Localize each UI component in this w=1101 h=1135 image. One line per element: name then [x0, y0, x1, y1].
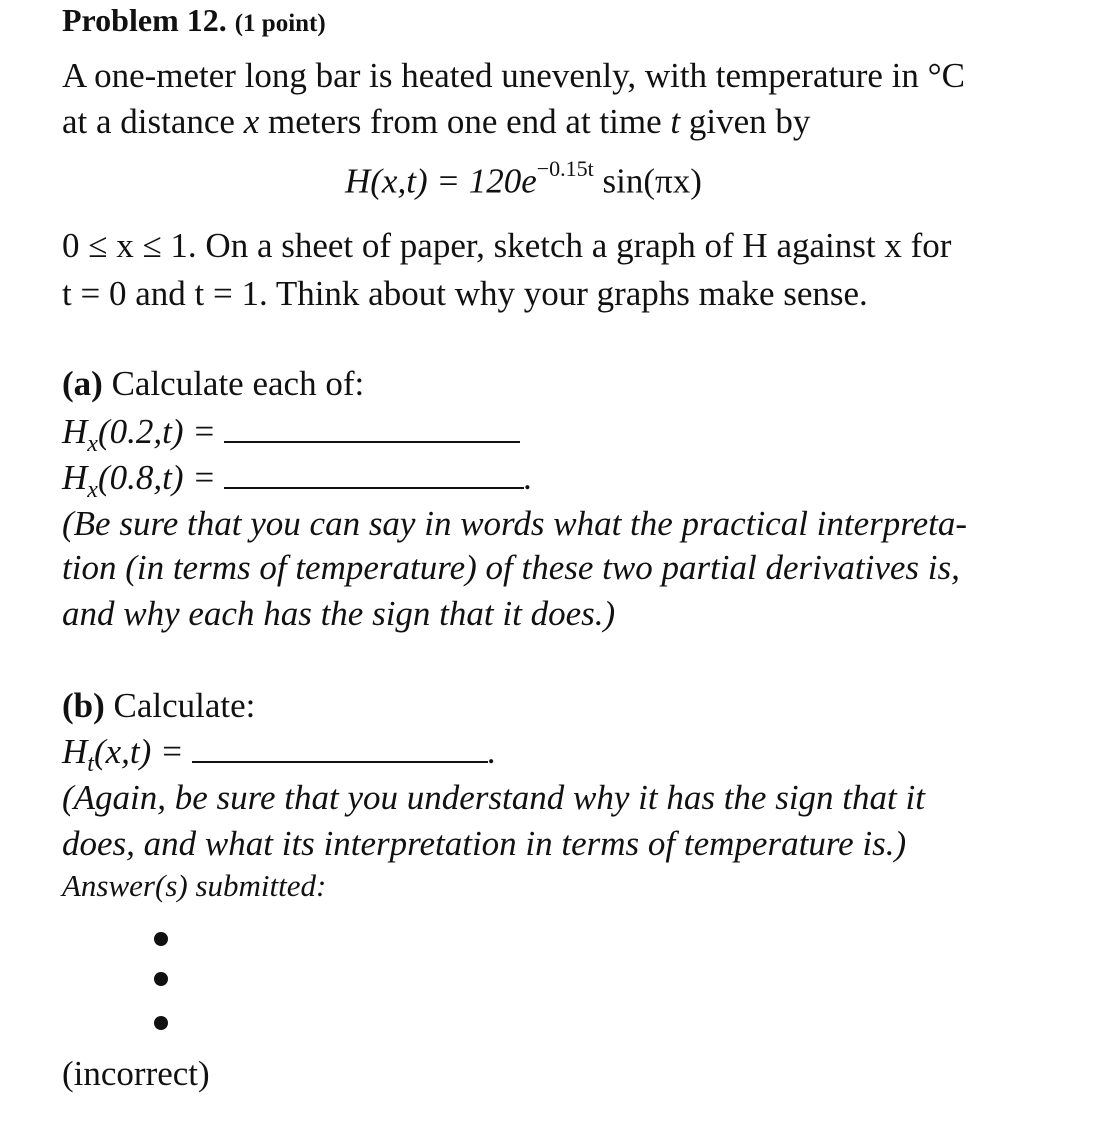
- answer-blank-ht[interactable]: [192, 760, 488, 763]
- intro-line-4: t = 0 and t = 1. Think about why your graphs make sense.: [62, 274, 868, 313]
- submitted-answer-bullet-1: [154, 932, 168, 946]
- problem-title: [62, 2, 326, 39]
- submitted-answer-bullet-2: [154, 972, 168, 986]
- part-a-note-2: tion (in terms of temperature) of these two partial derivatives is,: [62, 548, 960, 587]
- intro-line-3: 0 ≤ x ≤ 1. On a sheet of paper, sketch a graph of H against x for: [62, 226, 952, 265]
- problem-number: Problem 12.: [62, 2, 227, 38]
- part-b-heading: (b) Calculate:: [62, 686, 256, 725]
- part-a-note-1: (Be sure that you can say in words what the practical interpreta-: [62, 504, 968, 543]
- part-b-note-1: (Again, be sure that you understand why it has the sign that it: [62, 778, 925, 817]
- answer-status: (incorrect): [62, 1054, 210, 1093]
- submitted-answer-bullet-3: [154, 1016, 168, 1030]
- answers-submitted-label: Answer(s) submitted:: [62, 868, 327, 903]
- answer-blank-hx-08[interactable]: [224, 486, 524, 489]
- intro-line-1: A one-meter long bar is heated unevenly, with temperature in °C: [62, 56, 965, 95]
- intro-line-2: at a distance x meters from one end at time t given by: [62, 102, 811, 141]
- answer-blank-hx-02[interactable]: [224, 440, 520, 443]
- part-a-expr-1: $H_x(0.2,t)$ =: [62, 414, 520, 456]
- part-a-note-3: and why each has the sign that it does.): [62, 594, 616, 633]
- part-b-note-2: does, and what its interpretation in terms of temperature is.): [62, 824, 907, 863]
- problem-points: (1 point): [234, 10, 326, 37]
- part-a-expr-2: $H_x(0.8,t)$ = .: [62, 458, 533, 503]
- part-b-expr: $H_t(x,t)$ = .: [62, 732, 497, 777]
- part-a-heading: (a) Calculate each of:: [62, 364, 365, 403]
- temperature-equation: $H(x,t) = 120e^{-0.15t}$ sin(πx): [345, 156, 702, 201]
